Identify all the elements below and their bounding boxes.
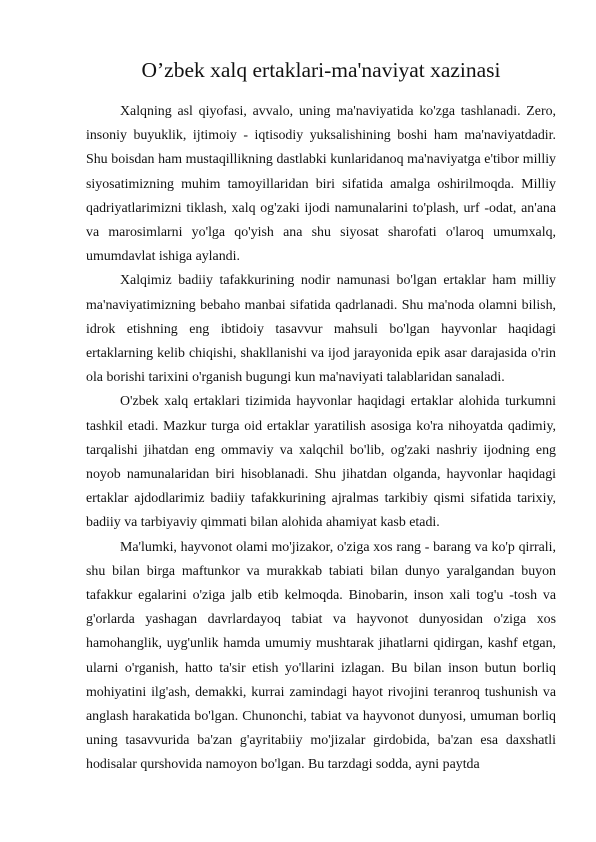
document-page (86, 56, 556, 778)
paragraph-3: O'zbek xalq ertaklari tizimida hayvonlar haqidagi ertaklar alohida turkumni tashkil etadi. Mazkur turga oid ertaklar yaratilish asosiga ko'ra nihoyatda qadimiy, tarqalishi jihatdan eng ommaviy va xalqchil bo'lib, og'zaki nashriy ijodning eng noyob namunalaridan biri hisoblanadi. Shu jihatdan olganda, hayvonlar haqidagi ertaklar ajdodlarimiz badiiy tafakkurining ajralmas tarkibiy qismi sifatida tarixiy, badiiy va tarbiyaviy qimmati bilan alohida ahamiyat kasb etadi. (86, 394, 556, 531)
paragraph-2: Xalqimiz badiiy tafakkurining nodir namunasi bo'lgan ertaklar ham milliy ma'naviyatimizning bebaho manbai sifatida qadrlanadi. Shu ma'noda olamni bilish, idrok etishning eng ibtidoiy tasavvur mahsuli bo'lgan hayvonlar haqidagi ertaklarning kelib chiqishi, shakllanishi va ijod jarayonida epik asar darajasida o'rin ola borishi tarixini o'rganish bugungi kun ma'naviyati talablaridan sanaladi. (86, 273, 556, 386)
paragraph-4: Ma'lumki, hayvonot olami mo'jizakor, o'ziga xos rang - barang va ko'p qirrali, shu bilan birga maftunkor va murakkab tabiati bilan dunyo yaralgandan buyon tafakkur egalarini o'ziga jalb etib kelmoqda. Binobarin, inson xali tog'u -tosh va g'orlarda yashagan davrlardayoq tabiat va hayvonot dunyosidan o'ziga xos hamohanglik, uyg'unlik hamda umumiy mushtarak jihatlarni qidirgan, kashf etgan, ularni o'rganish, hatto ta'sir etish yo'llarini izlagan. Bu bilan inson butun borliq mohiyatini ilg'ash, demakki, kurrai zamindagi hayot rivojini teranroq tushunish va anglash harakatida bo'lgan. Chunonchi, tabiat va hayvonot dunyosi, umuman borliq uning tasavvurida ba'zan g'ayritabiiy mo'jizalar girdobida, ba'zan esa daxshatli hodisalar qurshovida namoyon bo'lgan. Bu tarzdagi sodda, ayni paytda (86, 539, 556, 773)
document-title: O’zbek xalq ertaklari-ma'naviyat xazinasi (141, 58, 501, 82)
paragraph-1: Xalqning asl qiyofasi, avvalo, uning ma'naviyatida ko'zga tashlanadi. Zero, insoniy buyuklik, ijtimoiy - iqtisodiy yuksalishining boshi ham ma'naviyatdadir. Shu boisdan ham mustaqillikning dastlabki kunlaridanoq ma'naviyatga e'tibor milliy siyosatimizning muhim tamoyillaridan biri sifatida amalga oshirilmoqda. Milliy qadriyatlarimizni tiklash, xalq og'zaki ijodi namunalarini to'plash, urf -odat, an'ana va marosimlarni yo'lga qo'yish ana shu siyosat sharofati o'laroq umumxalq, umumdavlat ishiga aylandi. (86, 104, 556, 265)
